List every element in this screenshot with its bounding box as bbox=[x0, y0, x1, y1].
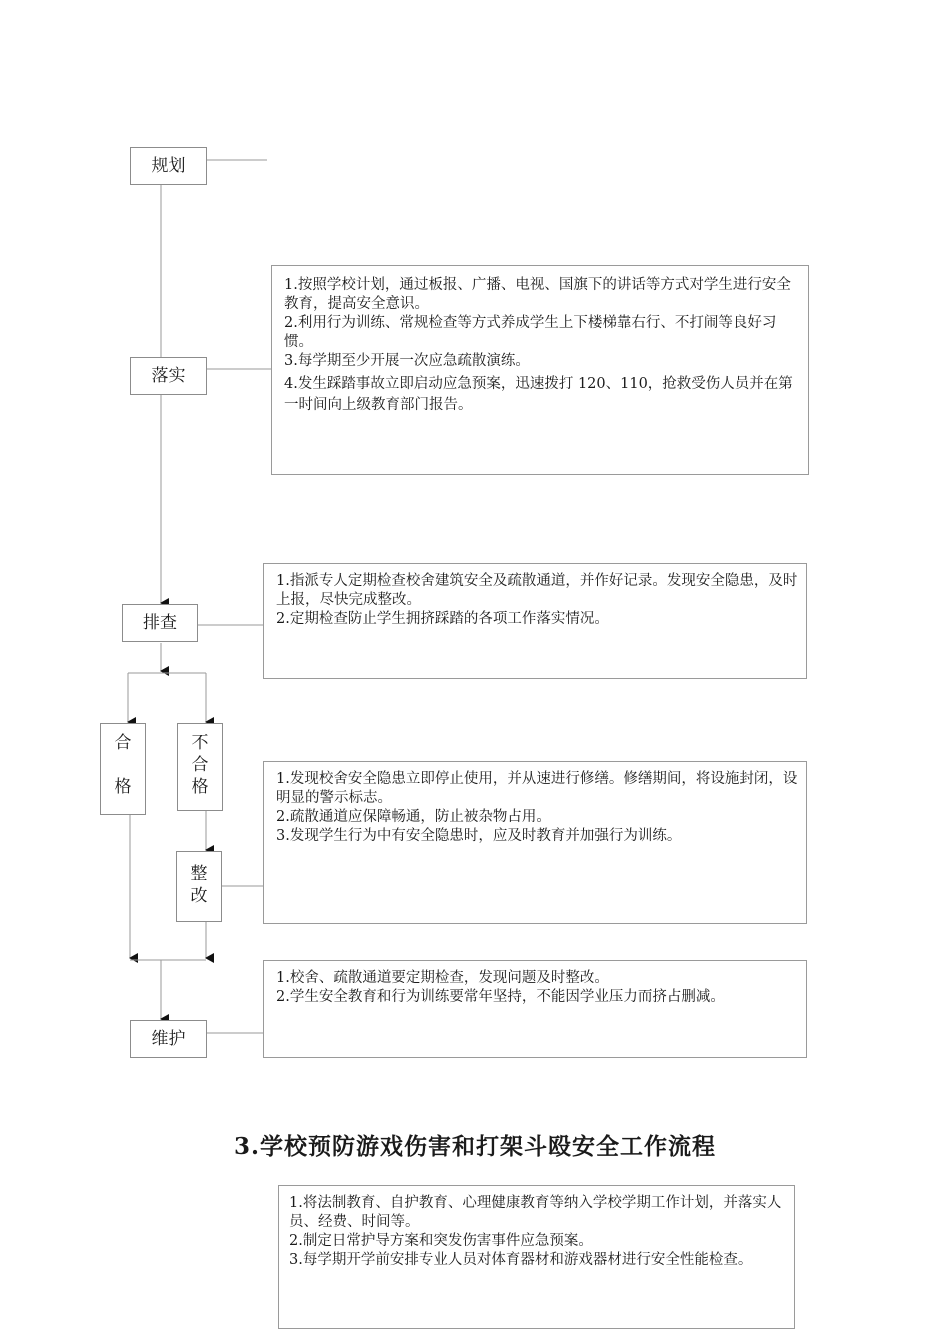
section-note bbox=[278, 1185, 795, 1329]
step-plan-label: 规划 bbox=[151, 156, 186, 176]
note-line: 2.利用行为训练、常规检查等方式养成学生上下楼梯靠右行、不打闹等良好习惯。 bbox=[284, 315, 777, 350]
step-fail-char: 不 bbox=[191, 733, 209, 753]
maintain-note bbox=[263, 960, 807, 1058]
step-inspect-label: 排查 bbox=[143, 613, 177, 633]
note-line: 1.发现校舍安全隐患立即停止使用，并从速进行修缮。修缮期间，将设施封闭，设明显的警示标志。 bbox=[276, 771, 798, 806]
note-line: 2.疏散通道应保障畅通，防止被杂物占用。 bbox=[276, 809, 551, 825]
note-line: 2.学生安全教育和行为训练要常年坚持，不能因学业压力而挤占删减。 bbox=[276, 989, 725, 1005]
step-fail bbox=[177, 723, 223, 811]
note-line: 1.将法制教育、自护教育、心理健康教育等纳入学校学期工作计划，并落实人员、经费、时间等。 bbox=[289, 1195, 782, 1230]
step-pass-char: 格 bbox=[114, 777, 132, 797]
fix-note bbox=[263, 761, 807, 924]
step-implement bbox=[130, 357, 207, 395]
step-fail-char: 合 bbox=[191, 755, 209, 775]
section-title: 3.学校预防游戏伤害和打架斗殴安全工作流程 bbox=[233, 1133, 716, 1160]
step-inspect bbox=[122, 604, 198, 642]
step-fail-char: 格 bbox=[191, 777, 209, 797]
note-line: 3.每学期至少开展一次应急疏散演练。 bbox=[284, 353, 530, 369]
step-fix-char: 改 bbox=[190, 886, 208, 906]
note-line: 2.定期检查防止学生拥挤踩踏的各项工作落实情况。 bbox=[276, 611, 609, 627]
inspect-note bbox=[263, 563, 807, 679]
step-implement-label: 落实 bbox=[151, 366, 186, 386]
implement-note bbox=[271, 265, 809, 475]
step-maintain-label: 维护 bbox=[151, 1029, 186, 1049]
step-pass bbox=[100, 723, 146, 815]
step-pass-char: 合 bbox=[114, 733, 132, 753]
step-fix-char: 整 bbox=[190, 864, 208, 884]
note-line: 3.每学期开学前安排专业人员对体育器材和游戏器材进行安全性能检查。 bbox=[289, 1252, 753, 1268]
note-line: 4.发生踩踏事故立即启动应急预案，迅速拨打 120、110，抢救受伤人员并在第一时间向上级教育部门报告。 bbox=[284, 376, 793, 413]
step-plan bbox=[130, 147, 207, 185]
note-line: 3.发现学生行为中有安全隐患时，应及时教育并加强行为训练。 bbox=[276, 828, 682, 844]
step-fix bbox=[176, 851, 222, 922]
note-line: 1.按照学校计划，通过板报、广播、电视、国旗下的讲话等方式对学生进行安全教育，提高安全意识。 bbox=[284, 277, 791, 312]
note-line: 1.指派专人定期检查校舍建筑安全及疏散通道，并作好记录。发现安全隐患，及时上报，尽快完成整改。 bbox=[276, 573, 798, 608]
note-line: 2.制定日常护导方案和突发伤害事件应急预案。 bbox=[289, 1233, 593, 1249]
step-maintain bbox=[130, 1020, 207, 1058]
note-line: 1.校舍、疏散通道要定期检查，发现问题及时整改。 bbox=[276, 970, 609, 986]
